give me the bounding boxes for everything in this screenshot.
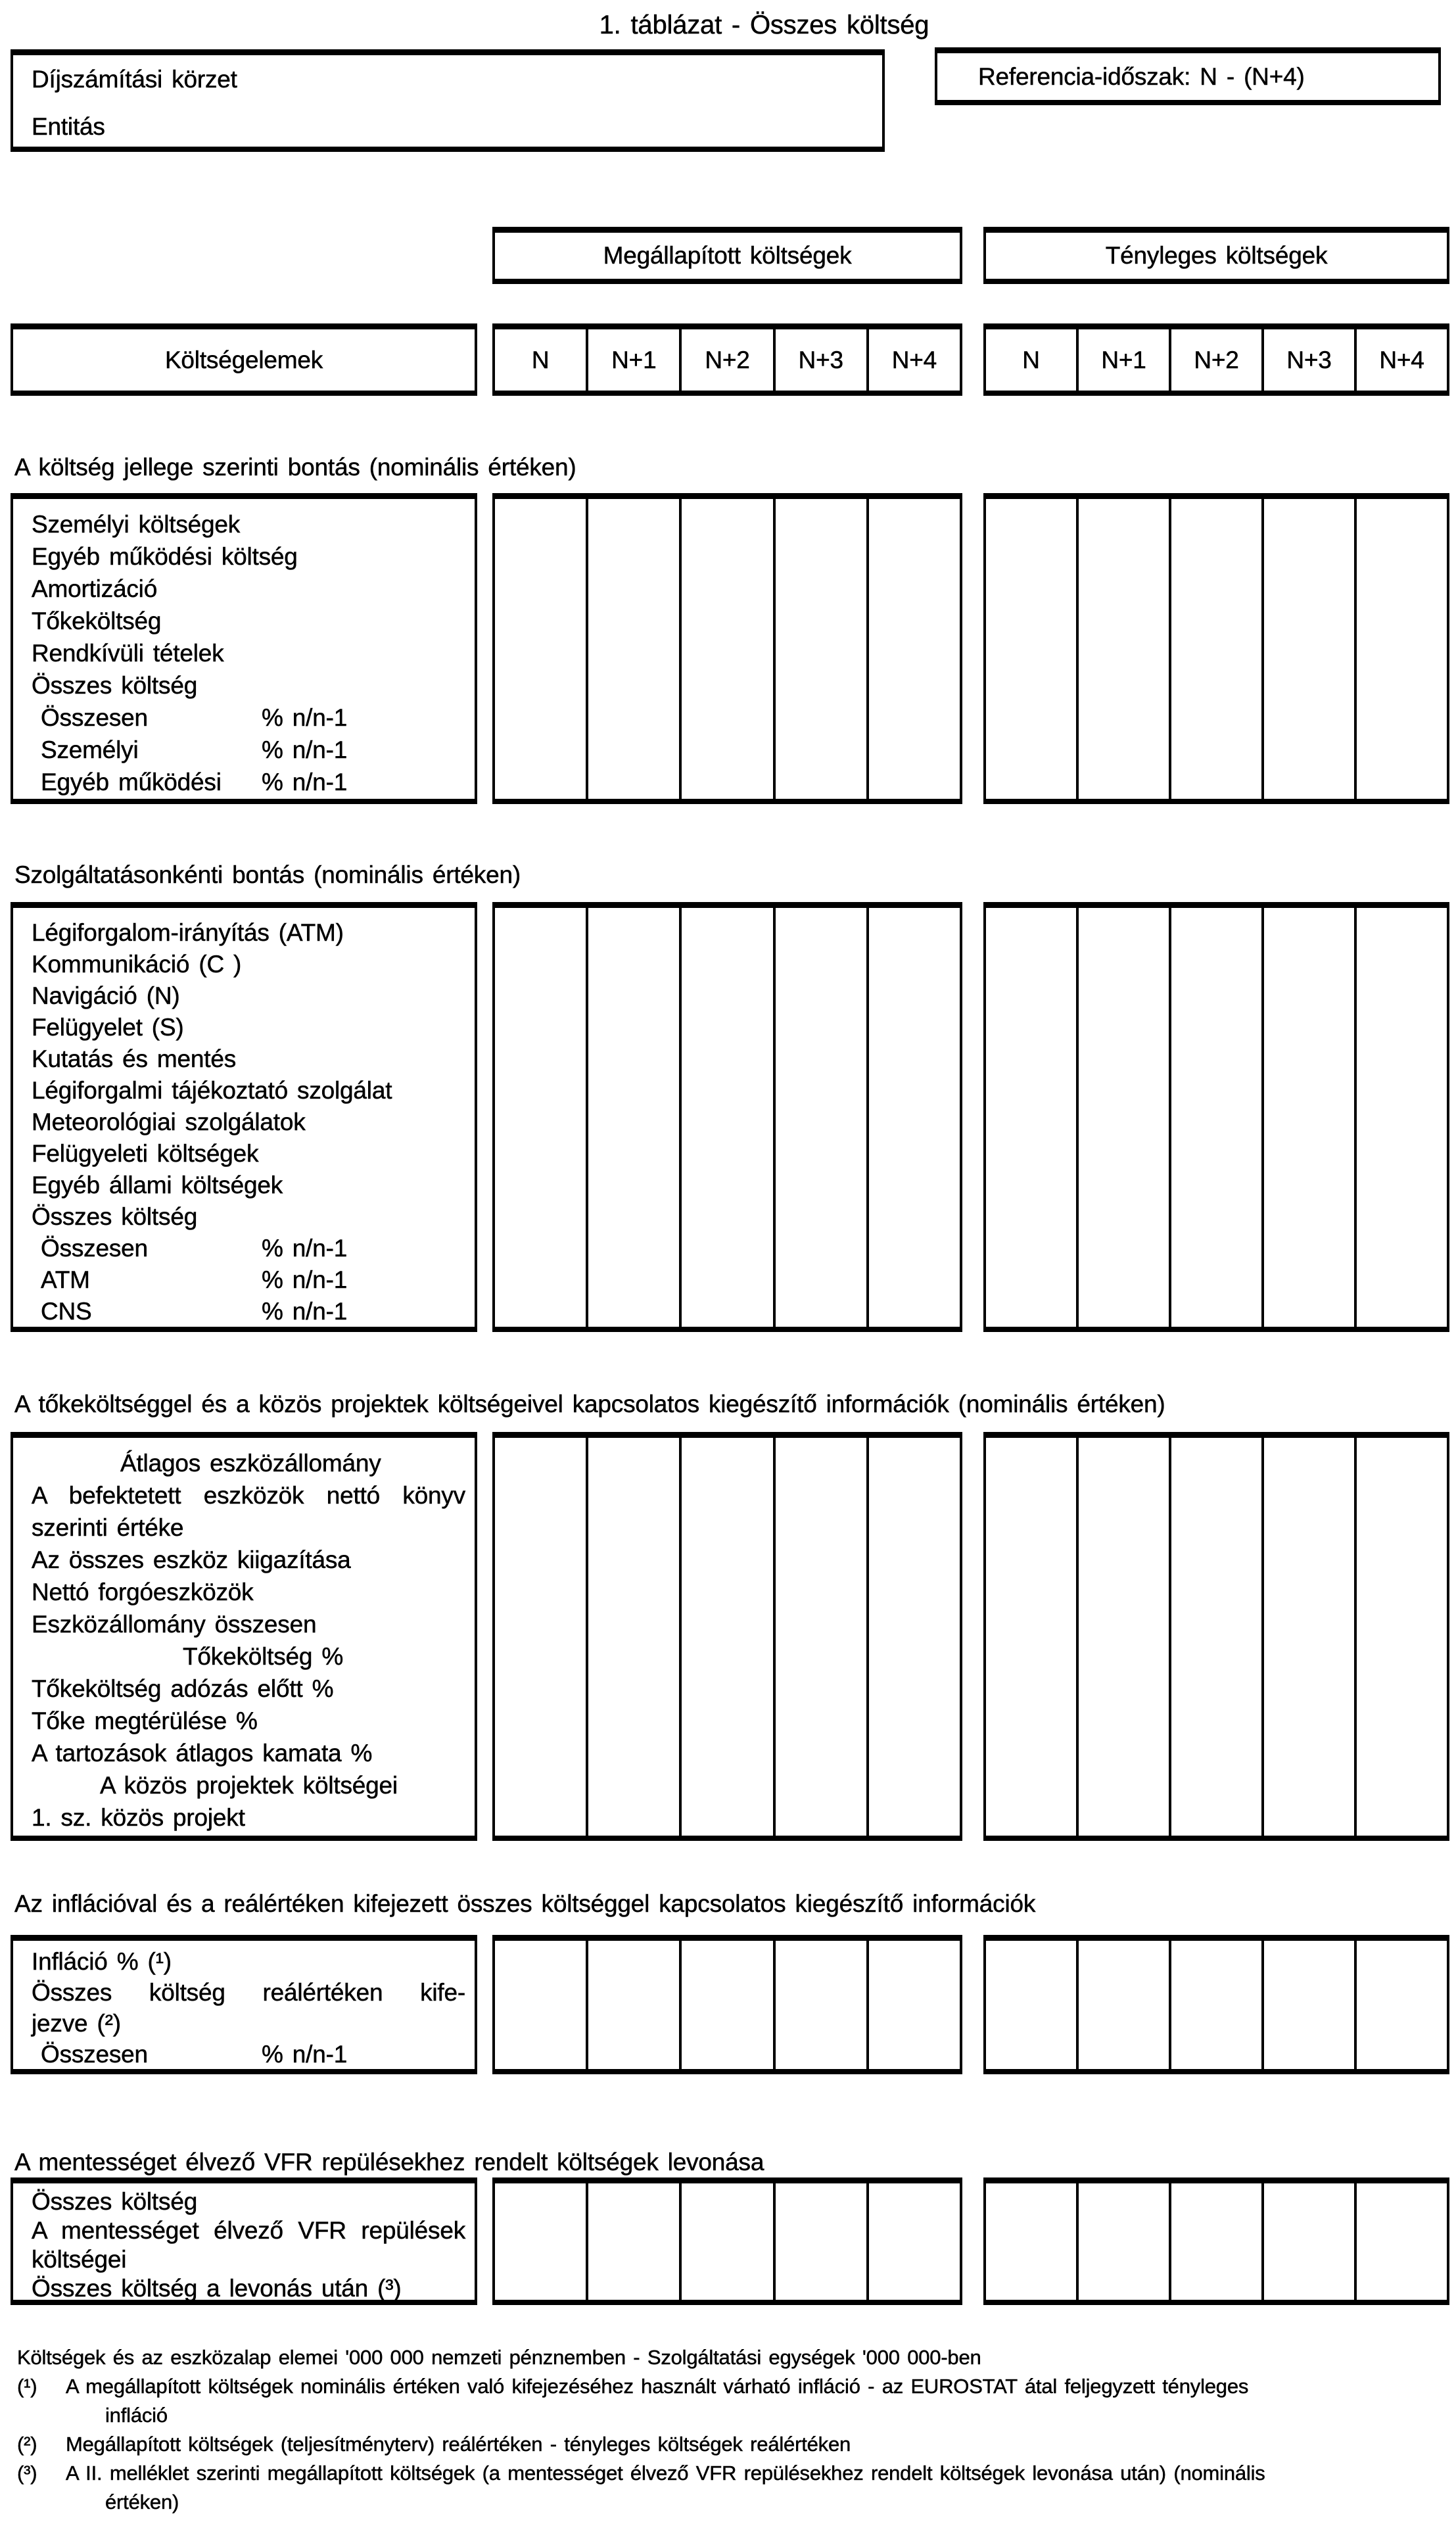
data-cell bbox=[1079, 908, 1171, 1327]
pct-n-over-n-1-label: % n/n-1 bbox=[262, 2041, 348, 2068]
row-label: Átlagos eszközállomány bbox=[120, 1450, 381, 1477]
table-row bbox=[32, 508, 465, 540]
table-row bbox=[32, 1640, 465, 1673]
data-grid-determined bbox=[492, 902, 962, 1332]
row-label: Amortizáció bbox=[32, 575, 158, 602]
row-label: Összes költség bbox=[32, 1203, 198, 1230]
table-row bbox=[32, 1544, 465, 1576]
data-grid-actual bbox=[983, 902, 1449, 1332]
footnote-line bbox=[17, 2490, 1444, 2519]
table-row bbox=[32, 702, 465, 734]
row-label: A mentességet élvező VFR repülések bbox=[32, 2217, 465, 2244]
table-row bbox=[32, 669, 465, 702]
data-cell bbox=[682, 2183, 775, 2300]
data-cell bbox=[869, 1438, 960, 1836]
footnote-text: értéken) bbox=[105, 2490, 179, 2513]
data-cell bbox=[1171, 1941, 1264, 2069]
data-cell bbox=[588, 499, 682, 799]
footnote-line bbox=[17, 2433, 1444, 2462]
footnote-text: A megállapított költségek nominális értéken való kifejezéséhez használt várható infláció - az EUROSTAT átal feljegyzett tényleges bbox=[66, 2375, 1249, 2398]
data-cell bbox=[588, 1438, 682, 1836]
data-cell bbox=[1079, 1438, 1171, 1836]
table-row bbox=[32, 2187, 465, 2216]
data-cell bbox=[495, 2183, 588, 2300]
year-column-header: N bbox=[495, 329, 588, 391]
data-cell bbox=[682, 1941, 775, 2069]
table-row bbox=[32, 949, 465, 980]
row-label: Egyéb működési bbox=[41, 769, 222, 796]
row-label: A tartozások átlagos kamata % bbox=[32, 1740, 373, 1767]
table-row bbox=[32, 540, 465, 573]
data-cell bbox=[1171, 908, 1264, 1327]
cost-elements-header: Költségelemek bbox=[11, 323, 477, 396]
year-column-header: N+3 bbox=[1264, 329, 1357, 391]
footnote-line bbox=[17, 2462, 1444, 2490]
data-grid-determined bbox=[492, 493, 962, 804]
section-label-box bbox=[11, 493, 477, 804]
row-label: Tőkeköltség bbox=[32, 607, 162, 634]
data-cell bbox=[776, 1438, 869, 1836]
section-heading: A költség jellege szerinti bontás (nominális értéken) bbox=[14, 454, 576, 481]
year-column-header: N+4 bbox=[891, 346, 937, 373]
data-cell bbox=[869, 1941, 960, 2069]
row-label: Légiforgalmi tájékoztató szolgálat bbox=[32, 1077, 392, 1104]
section-heading: A tőkeköltséggel és a közös projektek költségeivel kapcsolatos kiegészítő információk (nominális értéken) bbox=[14, 1391, 1165, 1417]
row-label: Összesen bbox=[41, 2041, 148, 2068]
year-column-header: N+1 bbox=[1079, 329, 1171, 391]
table-row bbox=[32, 1608, 465, 1640]
footnote-line bbox=[17, 2375, 1444, 2404]
row-label: Tőkeköltség adózás előtt % bbox=[32, 1675, 334, 1702]
data-cell bbox=[1079, 499, 1171, 799]
table-row bbox=[32, 1801, 465, 1834]
footnote-line bbox=[17, 2346, 1444, 2375]
footnote-text: Költségek és az eszközalap elemei '000 000 nemzeti pénznemben - Szolgáltatási egységek '000 000-ben bbox=[17, 2346, 981, 2369]
year-column-header: N+2 bbox=[1171, 329, 1264, 391]
data-cell bbox=[869, 908, 960, 1327]
data-cell bbox=[1357, 1438, 1447, 1836]
data-cell bbox=[869, 499, 960, 799]
data-cell bbox=[776, 908, 869, 1327]
row-label: Navigáció (N) bbox=[32, 982, 180, 1009]
table-row bbox=[32, 637, 465, 669]
data-cell bbox=[1171, 1438, 1264, 1836]
table-row bbox=[32, 1447, 465, 1479]
row-label: Összesen bbox=[41, 704, 148, 731]
row-label: Egyéb működési költség bbox=[32, 543, 298, 570]
table-row bbox=[32, 2039, 465, 2070]
data-grid-actual bbox=[983, 1432, 1449, 1841]
data-cell bbox=[495, 1941, 588, 2069]
row-label: jezve (²) bbox=[32, 2010, 121, 2037]
table-row bbox=[32, 1296, 465, 1327]
data-cell bbox=[495, 499, 588, 799]
row-label: Személyi bbox=[41, 736, 139, 763]
data-cell bbox=[588, 908, 682, 1327]
year-column-header: N+1 bbox=[588, 329, 682, 391]
data-cell bbox=[1264, 1941, 1357, 2069]
table-row bbox=[32, 1769, 465, 1801]
table-row bbox=[32, 1012, 465, 1043]
data-cell bbox=[869, 2183, 960, 2300]
table-row bbox=[32, 2245, 465, 2274]
row-label: költségei bbox=[32, 2246, 127, 2273]
data-cell bbox=[495, 908, 588, 1327]
row-label: Egyéb állami költségek bbox=[32, 1172, 283, 1199]
pct-n-over-n-1-label: % n/n-1 bbox=[262, 1235, 348, 1262]
table-row bbox=[32, 1075, 465, 1106]
table-row bbox=[32, 1511, 465, 1544]
pct-n-over-n-1-label: % n/n-1 bbox=[262, 769, 348, 796]
table-row bbox=[32, 573, 465, 605]
table-row bbox=[32, 605, 465, 637]
row-label: Kommunikáció (C ) bbox=[32, 951, 242, 978]
data-cell bbox=[1264, 1438, 1357, 1836]
data-cell bbox=[682, 1438, 775, 1836]
row-label: A befektetett eszközök nettó könyv bbox=[32, 1482, 465, 1509]
year-column-header: N+4 bbox=[1379, 346, 1424, 373]
section-heading: A mentességet élvező VFR repülésekhez rendelt költségek levonása bbox=[14, 2149, 764, 2176]
row-label: Kutatás és mentés bbox=[32, 1045, 237, 1072]
row-label: Összes költség reálértéken kife- bbox=[32, 1979, 465, 2006]
row-label: Összes költség bbox=[32, 672, 198, 699]
row-label: CNS bbox=[41, 1298, 92, 1325]
data-grid-actual bbox=[983, 493, 1449, 804]
data-cell bbox=[986, 2183, 1079, 2300]
info-box-charging-zone bbox=[11, 49, 885, 152]
table-row bbox=[32, 1264, 465, 1296]
data-cell bbox=[588, 1941, 682, 2069]
row-label: Légiforgalom-irányítás (ATM) bbox=[32, 919, 344, 946]
data-cell bbox=[1264, 499, 1357, 799]
data-cell bbox=[986, 1941, 1079, 2069]
data-cell bbox=[682, 499, 775, 799]
data-cell bbox=[495, 1438, 588, 1836]
table-row bbox=[32, 1201, 465, 1233]
row-label: Az összes eszköz kiigazítása bbox=[32, 1546, 351, 1573]
footnote-marker: (³) bbox=[17, 2462, 37, 2485]
data-cell bbox=[1171, 2183, 1264, 2300]
row-label: Tőkeköltség % bbox=[183, 1643, 344, 1670]
table-row bbox=[32, 1138, 465, 1170]
table-row bbox=[32, 917, 465, 949]
table-row bbox=[32, 1233, 465, 1264]
year-column-header: N+2 bbox=[682, 329, 775, 391]
section-label-box bbox=[11, 902, 477, 1332]
row-label: Összesen bbox=[41, 1235, 148, 1262]
row-label: 1. sz. közös projekt bbox=[32, 1804, 245, 1831]
data-grid-determined bbox=[492, 1935, 962, 2074]
data-cell bbox=[1357, 499, 1447, 799]
data-grid-determined bbox=[492, 1432, 962, 1841]
data-cell bbox=[986, 1438, 1079, 1836]
data-cell bbox=[1264, 2183, 1357, 2300]
charging-zone-label: Díjszámítási körzet bbox=[32, 66, 237, 93]
data-cell bbox=[1264, 908, 1357, 1327]
data-cell bbox=[986, 499, 1079, 799]
table-row bbox=[32, 1977, 465, 2008]
info-box-reference-period bbox=[935, 47, 1441, 105]
data-cell bbox=[682, 908, 775, 1327]
data-cell bbox=[1357, 1941, 1447, 2069]
row-label: Összes költség bbox=[32, 2188, 198, 2215]
section-label-box bbox=[11, 1935, 477, 2074]
table-row bbox=[32, 2274, 465, 2303]
footnote-text: infláció bbox=[105, 2404, 168, 2427]
year-column-header: N bbox=[986, 329, 1079, 391]
row-label: Eszközállomány összesen bbox=[32, 1611, 317, 1638]
row-label: Nettó forgóeszközök bbox=[32, 1579, 254, 1606]
data-cell bbox=[776, 2183, 869, 2300]
table-row bbox=[32, 1170, 465, 1201]
table-row bbox=[32, 766, 465, 798]
data-grid-actual bbox=[983, 2177, 1449, 2305]
table-row bbox=[32, 1946, 465, 1977]
data-grid-actual bbox=[983, 1935, 1449, 2074]
table-row bbox=[32, 2216, 465, 2245]
data-cell bbox=[588, 2183, 682, 2300]
pct-n-over-n-1-label: % n/n-1 bbox=[262, 1298, 348, 1325]
data-cell bbox=[776, 499, 869, 799]
year-header-grid-determined bbox=[492, 323, 962, 396]
row-label: ATM bbox=[41, 1266, 90, 1293]
footnote-marker: (²) bbox=[17, 2433, 37, 2456]
footnote-text: A II. melléklet szerinti megállapított költségek (a mentességet élvező VFR repülésekhez rendelt költségek levonása után) (nominális bbox=[66, 2462, 1265, 2485]
data-cell bbox=[1171, 499, 1264, 799]
data-cell bbox=[1357, 908, 1447, 1327]
table-row bbox=[32, 1737, 465, 1769]
footnote-marker: (¹) bbox=[17, 2375, 37, 2398]
table-row bbox=[32, 734, 465, 766]
year-column-header: N+3 bbox=[776, 329, 869, 391]
table-row bbox=[32, 1106, 465, 1138]
section-label-box bbox=[11, 2177, 477, 2305]
table-row bbox=[32, 1673, 465, 1705]
pct-n-over-n-1-label: % n/n-1 bbox=[262, 704, 348, 731]
footnote-text: Megállapított költségek (teljesítményterv) reálértéken - tényleges költségek reálértéken bbox=[66, 2433, 851, 2456]
data-cell bbox=[1079, 2183, 1171, 2300]
table-row bbox=[32, 1043, 465, 1075]
row-label: Személyi költségek bbox=[32, 511, 241, 538]
row-label: Infláció % (¹) bbox=[32, 1948, 172, 1975]
section-label-box bbox=[11, 1432, 477, 1841]
data-grid-determined bbox=[492, 2177, 962, 2305]
row-label: szerinti értéke bbox=[32, 1514, 184, 1541]
table-row bbox=[32, 1479, 465, 1511]
row-label: Rendkívüli tételek bbox=[32, 640, 224, 667]
table-row bbox=[32, 2008, 465, 2039]
group-header-determined-costs: Megállapított költségek bbox=[492, 227, 962, 284]
row-label: Tőke megtérülése % bbox=[32, 1707, 258, 1734]
row-label: A közös projektek költségei bbox=[100, 1772, 398, 1799]
section-heading: Az inflációval és a reálértéken kifejezett összes költséggel kapcsolatos kiegészítő információk bbox=[14, 1890, 1036, 1917]
pct-n-over-n-1-label: % n/n-1 bbox=[262, 736, 348, 763]
row-label: Meteorológiai szolgálatok bbox=[32, 1108, 306, 1135]
footnote-line bbox=[17, 2404, 1444, 2433]
table-title: 1. táblázat - Összes költség bbox=[599, 11, 929, 39]
row-label: Felügyelet (S) bbox=[32, 1014, 184, 1041]
section-heading: Szolgáltatásonkénti bontás (nominális értéken) bbox=[14, 861, 521, 888]
table-row bbox=[32, 1705, 465, 1737]
data-cell bbox=[1079, 1941, 1171, 2069]
group-header-actual-costs: Tényleges költségek bbox=[983, 227, 1449, 284]
row-label: Összes költség a levonás után (³) bbox=[32, 2275, 402, 2302]
reference-period-label: Referencia-időszak: N - (N+4) bbox=[978, 62, 1305, 90]
table-row bbox=[32, 980, 465, 1012]
data-cell bbox=[776, 1941, 869, 2069]
footnotes bbox=[17, 2346, 1444, 2519]
entity-label: Entitás bbox=[32, 113, 105, 140]
data-cell bbox=[1357, 2183, 1447, 2300]
row-label: Felügyeleti költségek bbox=[32, 1140, 259, 1167]
year-header-grid-actual bbox=[983, 323, 1449, 396]
data-cell bbox=[986, 908, 1079, 1327]
pct-n-over-n-1-label: % n/n-1 bbox=[262, 1266, 348, 1293]
table-row bbox=[32, 1576, 465, 1608]
